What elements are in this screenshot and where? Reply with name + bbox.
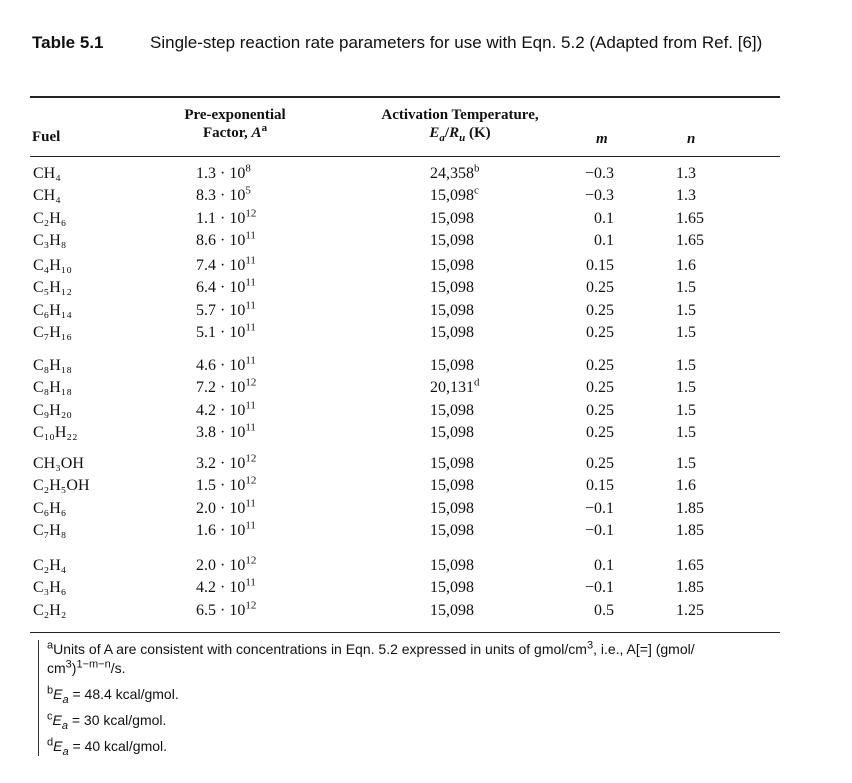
fuel-cell: C₈H₁₈ bbox=[33, 357, 72, 374]
table-caption bbox=[32, 33, 792, 53]
activation-temperature-cell: 15,098 bbox=[430, 401, 474, 419]
header-fuel: Fuel bbox=[32, 129, 61, 145]
n-cell: 1.25 bbox=[676, 601, 704, 619]
n-cell: 1.65 bbox=[676, 557, 704, 574]
activation-temperature-cell: 15,098 bbox=[430, 257, 474, 274]
m-cell: 0.15 bbox=[586, 257, 614, 274]
header-act-line2: $E_a/R_u$ (K) bbox=[429, 125, 491, 144]
pre-exponential-cell: $6.5 \cdot 10^{12}$ bbox=[196, 599, 257, 619]
m-cell: 0.25 bbox=[586, 401, 614, 419]
activation-temperature-cell: 15,098 bbox=[430, 231, 474, 249]
pre-exponential-cell: $5.7 \cdot 10^{11}$ bbox=[196, 299, 256, 319]
n-cell: 1.5 bbox=[676, 401, 696, 419]
activation-temperature-cell: 15,098 bbox=[430, 423, 474, 441]
fuel-cell: C₉H₂₀ bbox=[33, 401, 72, 419]
fuel-cell: C₆H₆ bbox=[33, 499, 67, 517]
m-cell: 0.1 bbox=[594, 209, 614, 227]
footnote-d: $^dE_a = 40$ kcal/gmol. bbox=[47, 736, 168, 758]
activation-temperature-cell: 15,098 bbox=[430, 279, 474, 297]
activation-temperature-cell: 15,098 bbox=[430, 477, 474, 495]
m-cell: 0.25 bbox=[586, 455, 614, 472]
m-cell: 0.1 bbox=[594, 557, 614, 574]
bottom-rule bbox=[30, 632, 780, 633]
fuel-cell: CH₄ bbox=[33, 165, 61, 182]
pre-exponential-cell: $7.4 \cdot 10^{11}$ bbox=[196, 254, 256, 274]
table-title: Single-step reaction rate parameters for use with Eqn. 5.2 (Adapted from Ref. [6]) bbox=[150, 33, 763, 52]
pre-exponential-cell: $3.2 \cdot 10^{12}$ bbox=[196, 452, 257, 472]
activation-temperature-cell: 15,098 bbox=[430, 323, 474, 341]
n-cell: 1.3 bbox=[676, 165, 696, 182]
table-footnotes bbox=[38, 640, 807, 756]
pre-exponential-cell: $2.0 \cdot 10^{11}$ bbox=[196, 497, 256, 517]
m-cell: 0.25 bbox=[586, 357, 614, 374]
n-cell: 1.6 bbox=[676, 477, 696, 495]
pre-exponential-cell: $1.3 \cdot 10^8$ bbox=[196, 162, 251, 182]
fuel-cell: C₆H₁₄ bbox=[33, 301, 72, 319]
top-rule bbox=[30, 96, 780, 98]
n-cell: 1.3 bbox=[676, 187, 696, 205]
pre-exponential-cell: $7.2 \cdot 10^{12}$ bbox=[196, 376, 257, 397]
n-cell: 1.5 bbox=[676, 301, 696, 319]
fuel-cell: C₂H₅OH bbox=[33, 477, 90, 495]
fuel-cell: C₅H₁₂ bbox=[33, 279, 72, 297]
fuel-cell: C₃H₈ bbox=[33, 231, 67, 249]
pre-exponential-cell: $4.2 \cdot 10^{11}$ bbox=[196, 576, 256, 597]
n-cell: 1.85 bbox=[676, 579, 704, 597]
header-n: n bbox=[687, 131, 696, 147]
activation-temperature-cell: 15,098 bbox=[430, 301, 474, 319]
footnote-a: $^a$Units of A are consistent with concentrations in Eqn. 5.2 expressed in units of gmol/$cm^3$, i.e., A[=] (gmol/ bbox=[47, 639, 695, 657]
fuel-cell: C₇H₈ bbox=[33, 521, 67, 539]
header-activation-temperature bbox=[360, 106, 560, 142]
pre-exponential-cell: $5.1 \cdot 10^{11}$ bbox=[196, 321, 256, 341]
n-cell: 1.85 bbox=[676, 499, 704, 517]
activation-temperature-cell: 15,098 bbox=[430, 357, 474, 374]
fuel-cell: CH₃OH bbox=[33, 455, 84, 472]
fuel-cell: C₇H₁₆ bbox=[33, 323, 72, 341]
footnote-a-cont: $cm^3)^{1-m-n}/s$. bbox=[47, 658, 126, 676]
pre-exponential-cell: $3.8 \cdot 10^{11}$ bbox=[196, 421, 256, 441]
n-cell: 1.5 bbox=[676, 379, 696, 397]
n-cell: 1.5 bbox=[676, 423, 696, 441]
pre-exponential-cell: $2.0 \cdot 10^{12}$ bbox=[196, 554, 257, 574]
header-act-line1: Activation Temperature, bbox=[381, 107, 539, 123]
fuel-cell: C₂H₆ bbox=[33, 209, 67, 227]
m-cell: 0.1 bbox=[594, 231, 614, 249]
footnote-b: $^bE_a = 48.4$ kcal/gmol. bbox=[47, 684, 179, 706]
fuel-cell: C₃H₆ bbox=[33, 579, 67, 597]
m-cell: 0.25 bbox=[586, 301, 614, 319]
m-cell: −0.1 bbox=[584, 499, 614, 517]
activation-temperature-cell: 15,098 bbox=[430, 209, 474, 227]
activation-temperature-cell: 15,098 bbox=[430, 601, 474, 619]
pre-exponential-cell: $1.5 \cdot 10^{12}$ bbox=[196, 474, 257, 495]
activation-temperature-cell: 20,131$^d$ bbox=[430, 376, 480, 397]
fuel-cell: C₁₀H₂₂ bbox=[33, 423, 78, 441]
activation-temperature-cell: 15,098 bbox=[430, 521, 474, 539]
fuel-cell: C₂H₄ bbox=[33, 557, 67, 574]
header-pre-exponential bbox=[165, 106, 305, 142]
n-cell: 1.6 bbox=[676, 257, 696, 274]
header-m: m bbox=[596, 131, 608, 147]
m-cell: −0.1 bbox=[584, 579, 614, 597]
pre-exponential-cell: $6.4 \cdot 10^{11}$ bbox=[196, 276, 256, 297]
activation-temperature-cell: 15,098 bbox=[430, 499, 474, 517]
footnote-c: $^cE_a = 30$ kcal/gmol. bbox=[47, 710, 167, 732]
pre-exponential-cell: $4.2 \cdot 10^{11}$ bbox=[196, 399, 256, 419]
m-cell: −0.1 bbox=[584, 521, 614, 539]
m-cell: −0.3 bbox=[584, 165, 614, 182]
n-cell: 1.65 bbox=[676, 209, 704, 227]
activation-temperature-cell: 15,098 bbox=[430, 557, 474, 574]
n-cell: 1.65 bbox=[676, 231, 704, 249]
pre-exponential-cell: $1.6 \cdot 10^{11}$ bbox=[196, 519, 256, 539]
activation-temperature-cell: 24,358$^b$ bbox=[430, 162, 480, 182]
pre-exponential-cell: $1.1 \cdot 10^{12}$ bbox=[196, 207, 257, 227]
m-cell: 0.25 bbox=[586, 323, 614, 341]
n-cell: 1.5 bbox=[676, 455, 696, 472]
fuel-cell: C₄H₁₀ bbox=[33, 257, 72, 274]
m-cell: 0.25 bbox=[586, 423, 614, 441]
m-cell: −0.3 bbox=[584, 187, 614, 205]
header-rule bbox=[30, 156, 780, 157]
activation-temperature-cell: 15,098$^c$ bbox=[430, 184, 479, 205]
pre-exponential-cell: $8.3 \cdot 10^5$ bbox=[196, 184, 251, 205]
fuel-cell: C₂H₂ bbox=[33, 601, 67, 619]
n-cell: 1.5 bbox=[676, 279, 696, 297]
pre-exponential-cell: $8.6 \cdot 10^{11}$ bbox=[196, 229, 256, 249]
n-cell: 1.85 bbox=[676, 521, 704, 539]
m-cell: 0.15 bbox=[586, 477, 614, 495]
activation-temperature-cell: 15,098 bbox=[430, 579, 474, 597]
table-label: Table 5.1 bbox=[32, 33, 104, 52]
header-pre-line2: Factor, $A^a$ bbox=[202, 122, 268, 141]
header-pre-line1: Pre-exponential bbox=[184, 107, 286, 123]
activation-temperature-cell: 15,098 bbox=[430, 455, 474, 472]
m-cell: 0.25 bbox=[586, 379, 614, 397]
n-cell: 1.5 bbox=[676, 323, 696, 341]
n-cell: 1.5 bbox=[676, 357, 696, 374]
fuel-cell: CH₄ bbox=[33, 187, 61, 205]
pre-exponential-cell: $4.6 \cdot 10^{11}$ bbox=[196, 354, 256, 374]
m-cell: 0.25 bbox=[586, 279, 614, 297]
fuel-cell: C₈H₁₈ bbox=[33, 379, 72, 397]
m-cell: 0.5 bbox=[594, 601, 614, 619]
